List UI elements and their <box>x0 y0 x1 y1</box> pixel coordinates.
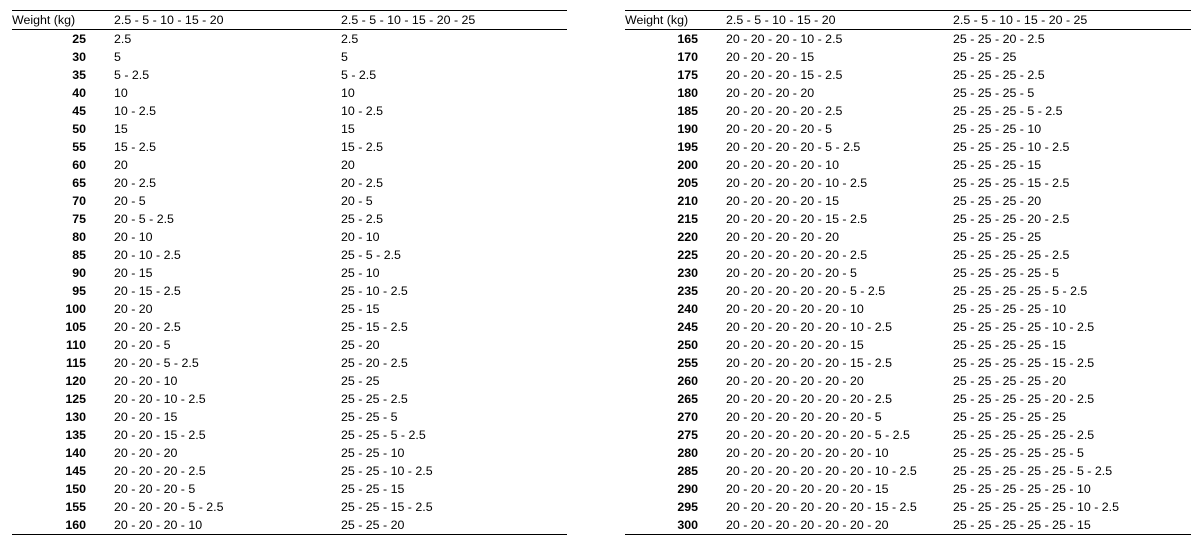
header-weight: Weight (kg) <box>625 13 689 27</box>
plate-set-b-cell: 25 - 25 - 10 - 2.5 <box>341 464 433 478</box>
table-row <box>12 408 567 426</box>
plate-set-b-cell: 25 - 25 - 25 - 25 - 25 - 10 <box>953 482 1091 496</box>
plate-set-a-cell: 20 - 20 - 20 - 20 - 5 - 2.5 <box>726 140 861 154</box>
table-row <box>625 480 1191 498</box>
plate-set-b-cell: 25 - 10 - 2.5 <box>341 284 408 298</box>
table-row <box>12 462 567 480</box>
plate-set-a-cell: 20 - 20 - 20 - 20 <box>726 86 815 100</box>
plate-set-a-cell: 20 - 20 - 20 - 20 - 20 - 20 - 20 <box>726 518 889 532</box>
table-row <box>12 498 567 516</box>
plate-set-b-cell: 25 - 25 - 25 - 25 - 25 - 10 - 2.5 <box>953 500 1119 514</box>
plate-set-b-cell: 25 - 25 - 20 <box>341 518 405 532</box>
plate-set-b-cell: 25 - 20 <box>341 338 380 352</box>
table-row <box>625 156 1191 174</box>
table-row <box>12 516 567 535</box>
weight-cell: 125 <box>65 392 86 406</box>
weight-cell: 295 <box>677 500 698 514</box>
plate-set-b-cell: 25 - 25 - 25 - 5 <box>953 86 1035 100</box>
weight-cell: 275 <box>677 428 698 442</box>
weight-cell: 135 <box>65 428 86 442</box>
plate-set-a-cell: 10 - 2.5 <box>114 104 157 118</box>
plate-set-a-cell: 20 - 20 - 20 - 20 - 20 - 10 <box>726 302 864 316</box>
weight-cell: 70 <box>72 194 86 208</box>
header-weight: Weight (kg) <box>12 13 76 27</box>
weight-cell: 210 <box>677 194 698 208</box>
table-row <box>625 462 1191 480</box>
weight-cell: 280 <box>677 446 698 460</box>
weight-cell: 265 <box>677 392 698 406</box>
table-row <box>625 300 1191 318</box>
table-row <box>12 138 567 156</box>
header-plate-set-b: 2.5 - 5 - 10 - 15 - 20 - 25 <box>341 13 476 27</box>
plate-set-a-cell: 20 - 20 - 20 - 20 - 20 - 20 - 15 - 2.5 <box>726 500 917 514</box>
plate-set-b-cell: 20 - 10 <box>341 230 380 244</box>
table-row <box>625 102 1191 120</box>
plate-set-b-cell: 25 - 25 - 25 - 25 - 25 <box>953 410 1066 424</box>
weight-cell: 95 <box>72 284 86 298</box>
weight-cell: 150 <box>65 482 86 496</box>
weight-table-left <box>12 10 567 535</box>
plate-set-a-cell: 20 - 20 - 20 - 20 - 20 - 20 - 2.5 <box>726 392 892 406</box>
table-row <box>12 480 567 498</box>
plate-set-a-cell: 20 - 5 <box>114 194 146 208</box>
plate-set-a-cell: 20 - 20 - 20 - 20 - 20 - 20 - 10 - 2.5 <box>726 464 917 478</box>
table-row <box>12 174 567 192</box>
plate-set-b-cell: 25 - 25 - 20 - 2.5 <box>953 32 1045 46</box>
plate-set-a-cell: 20 - 20 - 20 - 15 - 2.5 <box>726 68 843 82</box>
table-row <box>625 174 1191 192</box>
plate-set-b-cell: 25 - 25 - 25 - 25 - 20 - 2.5 <box>953 392 1095 406</box>
table-row <box>625 192 1191 210</box>
plate-set-a-cell: 20 - 20 - 20 - 20 - 20 - 10 - 2.5 <box>726 320 892 334</box>
table-row <box>625 30 1191 49</box>
plate-set-b-cell: 25 - 25 - 25 - 25 - 10 - 2.5 <box>953 320 1095 334</box>
plate-set-b-cell: 25 - 25 - 25 - 20 - 2.5 <box>953 212 1070 226</box>
plate-set-a-cell: 20 - 20 <box>114 302 153 316</box>
table-row <box>12 66 567 84</box>
weight-cell: 105 <box>65 320 86 334</box>
plate-set-b-cell: 25 - 25 - 15 <box>341 482 405 496</box>
weight-cell: 180 <box>677 86 698 100</box>
plate-set-a-cell: 20 - 20 - 20 - 20 - 20 - 20 - 10 <box>726 446 889 460</box>
table-row <box>12 318 567 336</box>
table-row <box>12 120 567 138</box>
plate-set-a-cell: 20 - 10 - 2.5 <box>114 248 181 262</box>
weight-cell: 65 <box>72 176 86 190</box>
plate-set-a-cell: 20 - 20 - 15 <box>114 410 178 424</box>
plate-set-a-cell: 20 - 20 - 20 - 10 <box>114 518 203 532</box>
plate-set-b-cell: 15 - 2.5 <box>341 140 384 154</box>
weight-cell: 35 <box>72 68 86 82</box>
plate-set-b-cell: 25 - 25 - 5 <box>341 410 398 424</box>
weight-cell: 155 <box>65 500 86 514</box>
weight-cell: 245 <box>677 320 698 334</box>
table-header-row <box>12 11 567 30</box>
weight-table-right <box>625 10 1191 535</box>
weight-cell: 25 <box>72 32 86 46</box>
weight-cell: 130 <box>65 410 86 424</box>
weight-cell: 260 <box>677 374 698 388</box>
header-plate-set-b: 2.5 - 5 - 10 - 15 - 20 - 25 <box>953 13 1088 27</box>
plate-set-b-cell: 5 - 2.5 <box>341 68 377 82</box>
table-row <box>12 210 567 228</box>
plate-set-b-cell: 25 - 25 - 25 - 15 <box>953 158 1042 172</box>
plate-set-a-cell: 20 - 20 - 20 - 10 - 2.5 <box>726 32 843 46</box>
table-row <box>625 498 1191 516</box>
table-row <box>625 84 1191 102</box>
table-row <box>12 156 567 174</box>
table-row <box>12 444 567 462</box>
plate-set-a-cell: 20 - 20 - 5 <box>114 338 171 352</box>
weight-cell: 60 <box>72 158 86 172</box>
weight-cell: 290 <box>677 482 698 496</box>
weight-cell: 110 <box>66 338 86 352</box>
table-header-row <box>625 11 1191 30</box>
weight-cell: 80 <box>72 230 86 244</box>
plate-set-a-cell: 20 - 20 - 20 - 20 - 20 - 5 - 2.5 <box>726 284 886 298</box>
weight-cell: 75 <box>72 212 86 226</box>
plate-set-a-cell: 20 - 20 - 20 - 20 - 20 - 15 <box>726 338 864 352</box>
weight-cell: 205 <box>677 176 698 190</box>
plate-set-b-cell: 25 - 25 - 25 - 20 <box>953 194 1042 208</box>
plate-set-a-cell: 5 <box>114 50 121 64</box>
plate-set-b-cell: 20 <box>341 158 355 172</box>
weight-cell: 175 <box>677 68 698 82</box>
weight-cell: 215 <box>677 212 698 226</box>
plate-set-a-cell: 5 - 2.5 <box>114 68 150 82</box>
plate-set-a-cell: 20 - 20 - 15 - 2.5 <box>114 428 206 442</box>
weight-cell: 100 <box>65 302 86 316</box>
plate-set-b-cell: 25 - 25 - 25 - 5 - 2.5 <box>953 104 1063 118</box>
weight-cell: 55 <box>72 140 86 154</box>
plate-set-a-cell: 20 - 10 <box>114 230 153 244</box>
table-row <box>625 408 1191 426</box>
plate-set-b-cell: 25 - 2.5 <box>341 212 384 226</box>
table-row <box>625 282 1191 300</box>
plate-set-b-cell: 25 - 25 - 25 - 25 - 2.5 <box>953 248 1070 262</box>
plate-set-b-cell: 25 - 25 - 25 - 25 - 25 - 2.5 <box>953 428 1095 442</box>
weight-cell: 250 <box>677 338 698 352</box>
plate-set-a-cell: 20 - 20 - 20 - 2.5 <box>114 464 206 478</box>
plate-set-b-cell: 25 - 25 - 25 - 10 - 2.5 <box>953 140 1070 154</box>
table-row <box>625 516 1191 535</box>
weight-cell: 225 <box>677 248 698 262</box>
plate-set-a-cell: 10 <box>114 86 128 100</box>
weight-cell: 195 <box>677 140 698 154</box>
plate-set-b-cell: 25 - 25 - 2.5 <box>341 392 408 406</box>
plate-breakdown-table <box>625 10 1191 535</box>
table-row <box>12 390 567 408</box>
plate-set-a-cell: 20 - 20 - 10 <box>114 374 178 388</box>
plate-set-a-cell: 20 - 20 - 5 - 2.5 <box>114 356 199 370</box>
weight-cell: 90 <box>72 266 86 280</box>
plate-set-a-cell: 20 - 20 - 20 - 20 - 5 <box>726 122 833 136</box>
weight-cell: 190 <box>677 122 698 136</box>
plate-set-a-cell: 20 - 20 - 20 - 20 - 20 <box>726 230 839 244</box>
weight-cell: 240 <box>677 302 698 316</box>
plate-set-b-cell: 25 - 25 - 25 - 25 - 15 - 2.5 <box>953 356 1095 370</box>
plate-set-a-cell: 20 - 20 - 20 - 20 - 10 <box>726 158 839 172</box>
plate-set-b-cell: 25 - 25 - 25 <box>953 50 1017 64</box>
plate-set-a-cell: 20 - 20 - 20 - 5 - 2.5 <box>114 500 224 514</box>
plate-set-a-cell: 15 <box>114 122 128 136</box>
plate-set-b-cell: 25 - 25 - 10 <box>341 446 405 460</box>
plate-set-b-cell: 25 - 25 - 25 - 25 - 20 <box>953 374 1066 388</box>
plate-set-a-cell: 20 - 20 - 2.5 <box>114 320 181 334</box>
weight-cell: 165 <box>677 32 698 46</box>
plate-set-b-cell: 25 - 25 - 25 - 25 - 25 - 5 - 2.5 <box>953 464 1113 478</box>
plate-set-b-cell: 25 - 25 - 5 - 2.5 <box>341 428 426 442</box>
plate-set-b-cell: 25 - 25 - 25 - 15 - 2.5 <box>953 176 1070 190</box>
plate-set-a-cell: 20 - 5 - 2.5 <box>114 212 174 226</box>
table-row <box>625 372 1191 390</box>
plate-set-a-cell: 2.5 <box>114 32 132 46</box>
weight-cell: 200 <box>677 158 698 172</box>
weight-cell: 145 <box>65 464 86 478</box>
table-row <box>12 48 567 66</box>
plate-set-b-cell: 25 - 25 - 25 - 10 <box>953 122 1042 136</box>
table-row <box>625 120 1191 138</box>
table-row <box>625 246 1191 264</box>
plate-set-a-cell: 20 - 20 - 20 - 20 - 15 - 2.5 <box>726 212 868 226</box>
weight-cell: 230 <box>677 266 698 280</box>
table-row <box>12 372 567 390</box>
weight-cell: 30 <box>72 50 86 64</box>
plate-set-a-cell: 20 <box>114 158 128 172</box>
table-row <box>12 282 567 300</box>
table-row <box>12 264 567 282</box>
plate-set-a-cell: 20 - 15 - 2.5 <box>114 284 181 298</box>
plate-set-b-cell: 15 <box>341 122 355 136</box>
plate-set-a-cell: 20 - 20 - 20 - 20 - 20 - 20 - 15 <box>726 482 889 496</box>
plate-set-b-cell: 10 - 2.5 <box>341 104 384 118</box>
table-row <box>625 318 1191 336</box>
plate-set-b-cell: 25 - 25 - 25 - 25 <box>953 230 1042 244</box>
weight-cell: 140 <box>65 446 86 460</box>
table-body-right <box>625 30 1191 535</box>
weight-cell: 270 <box>677 410 698 424</box>
table-row <box>625 48 1191 66</box>
weight-cell: 235 <box>677 284 698 298</box>
plate-set-b-cell: 25 - 25 - 15 - 2.5 <box>341 500 433 514</box>
plate-set-b-cell: 2.5 <box>341 32 359 46</box>
plate-set-b-cell: 25 - 10 <box>341 266 380 280</box>
plate-set-b-cell: 25 - 15 <box>341 302 380 316</box>
plate-set-a-cell: 20 - 20 - 20 - 20 - 20 - 5 <box>726 266 857 280</box>
plate-set-a-cell: 20 - 2.5 <box>114 176 157 190</box>
plate-set-b-cell: 25 - 25 - 25 - 25 - 5 <box>953 266 1060 280</box>
plate-set-b-cell: 25 - 25 - 25 - 25 - 15 <box>953 338 1066 352</box>
weight-cell: 115 <box>66 356 86 370</box>
plate-set-b-cell: 25 - 25 - 25 - 25 - 25 - 15 <box>953 518 1091 532</box>
plate-set-b-cell: 25 - 25 - 25 - 25 - 10 <box>953 302 1066 316</box>
plate-set-b-cell: 25 - 25 - 25 - 25 - 5 - 2.5 <box>953 284 1088 298</box>
weight-cell: 160 <box>65 518 86 532</box>
plate-set-a-cell: 20 - 20 - 20 - 20 - 20 - 2.5 <box>726 248 868 262</box>
weight-cell: 185 <box>677 104 698 118</box>
plate-set-a-cell: 20 - 20 - 20 - 20 - 2.5 <box>726 104 843 118</box>
table-row <box>625 228 1191 246</box>
weight-cell: 285 <box>677 464 698 478</box>
weight-cell: 220 <box>677 230 698 244</box>
weight-cell: 85 <box>72 248 86 262</box>
weight-cell: 120 <box>65 374 86 388</box>
table-row <box>12 246 567 264</box>
table-row <box>12 228 567 246</box>
table-row <box>12 102 567 120</box>
table-row <box>12 336 567 354</box>
table-row <box>625 66 1191 84</box>
plate-set-b-cell: 25 - 25 <box>341 374 380 388</box>
plate-set-a-cell: 20 - 20 - 20 - 20 - 20 - 15 - 2.5 <box>726 356 892 370</box>
plate-set-a-cell: 20 - 15 <box>114 266 153 280</box>
weight-cell: 255 <box>677 356 698 370</box>
plate-set-a-cell: 20 - 20 - 10 - 2.5 <box>114 392 206 406</box>
plate-set-b-cell: 25 - 5 - 2.5 <box>341 248 401 262</box>
plate-set-b-cell: 25 - 25 - 25 - 25 - 25 - 5 <box>953 446 1084 460</box>
table-row <box>12 426 567 444</box>
table-row <box>12 300 567 318</box>
table-row <box>625 210 1191 228</box>
plate-set-b-cell: 10 <box>341 86 355 100</box>
weight-cell: 45 <box>72 104 86 118</box>
plate-set-a-cell: 20 - 20 - 20 - 20 - 10 - 2.5 <box>726 176 868 190</box>
table-row <box>12 84 567 102</box>
plate-set-b-cell: 25 - 25 - 25 - 2.5 <box>953 68 1045 82</box>
table-row <box>12 354 567 372</box>
table-row <box>625 138 1191 156</box>
table-row <box>12 30 567 49</box>
table-body-left <box>12 30 567 535</box>
weight-cell: 50 <box>72 122 86 136</box>
plate-set-a-cell: 20 - 20 - 20 - 15 <box>726 50 815 64</box>
table-row <box>625 336 1191 354</box>
plate-breakdown-table <box>12 10 567 535</box>
plate-set-a-cell: 20 - 20 - 20 - 5 <box>114 482 196 496</box>
table-row <box>625 390 1191 408</box>
plate-set-b-cell: 20 - 5 <box>341 194 373 208</box>
table-row <box>625 354 1191 372</box>
plate-set-a-cell: 15 - 2.5 <box>114 140 157 154</box>
table-row <box>625 264 1191 282</box>
header-plate-set-a: 2.5 - 5 - 10 - 15 - 20 <box>726 13 836 27</box>
header-plate-set-a: 2.5 - 5 - 10 - 15 - 20 <box>114 13 224 27</box>
plate-set-b-cell: 25 - 20 - 2.5 <box>341 356 408 370</box>
plate-set-a-cell: 20 - 20 - 20 - 20 - 20 - 20 - 5 <box>726 410 882 424</box>
plate-set-b-cell: 25 - 15 - 2.5 <box>341 320 408 334</box>
plate-set-a-cell: 20 - 20 - 20 - 20 - 20 - 20 <box>726 374 864 388</box>
plate-set-a-cell: 20 - 20 - 20 - 20 - 20 - 20 - 5 - 2.5 <box>726 428 910 442</box>
table-row <box>625 444 1191 462</box>
plate-set-b-cell: 5 <box>341 50 348 64</box>
weight-cell: 40 <box>72 86 86 100</box>
weight-cell: 170 <box>677 50 698 64</box>
plate-set-b-cell: 20 - 2.5 <box>341 176 384 190</box>
table-row <box>12 192 567 210</box>
plate-set-a-cell: 20 - 20 - 20 - 20 - 15 <box>726 194 839 208</box>
weight-cell: 300 <box>677 518 698 532</box>
plate-set-a-cell: 20 - 20 - 20 <box>114 446 178 460</box>
table-row <box>625 426 1191 444</box>
